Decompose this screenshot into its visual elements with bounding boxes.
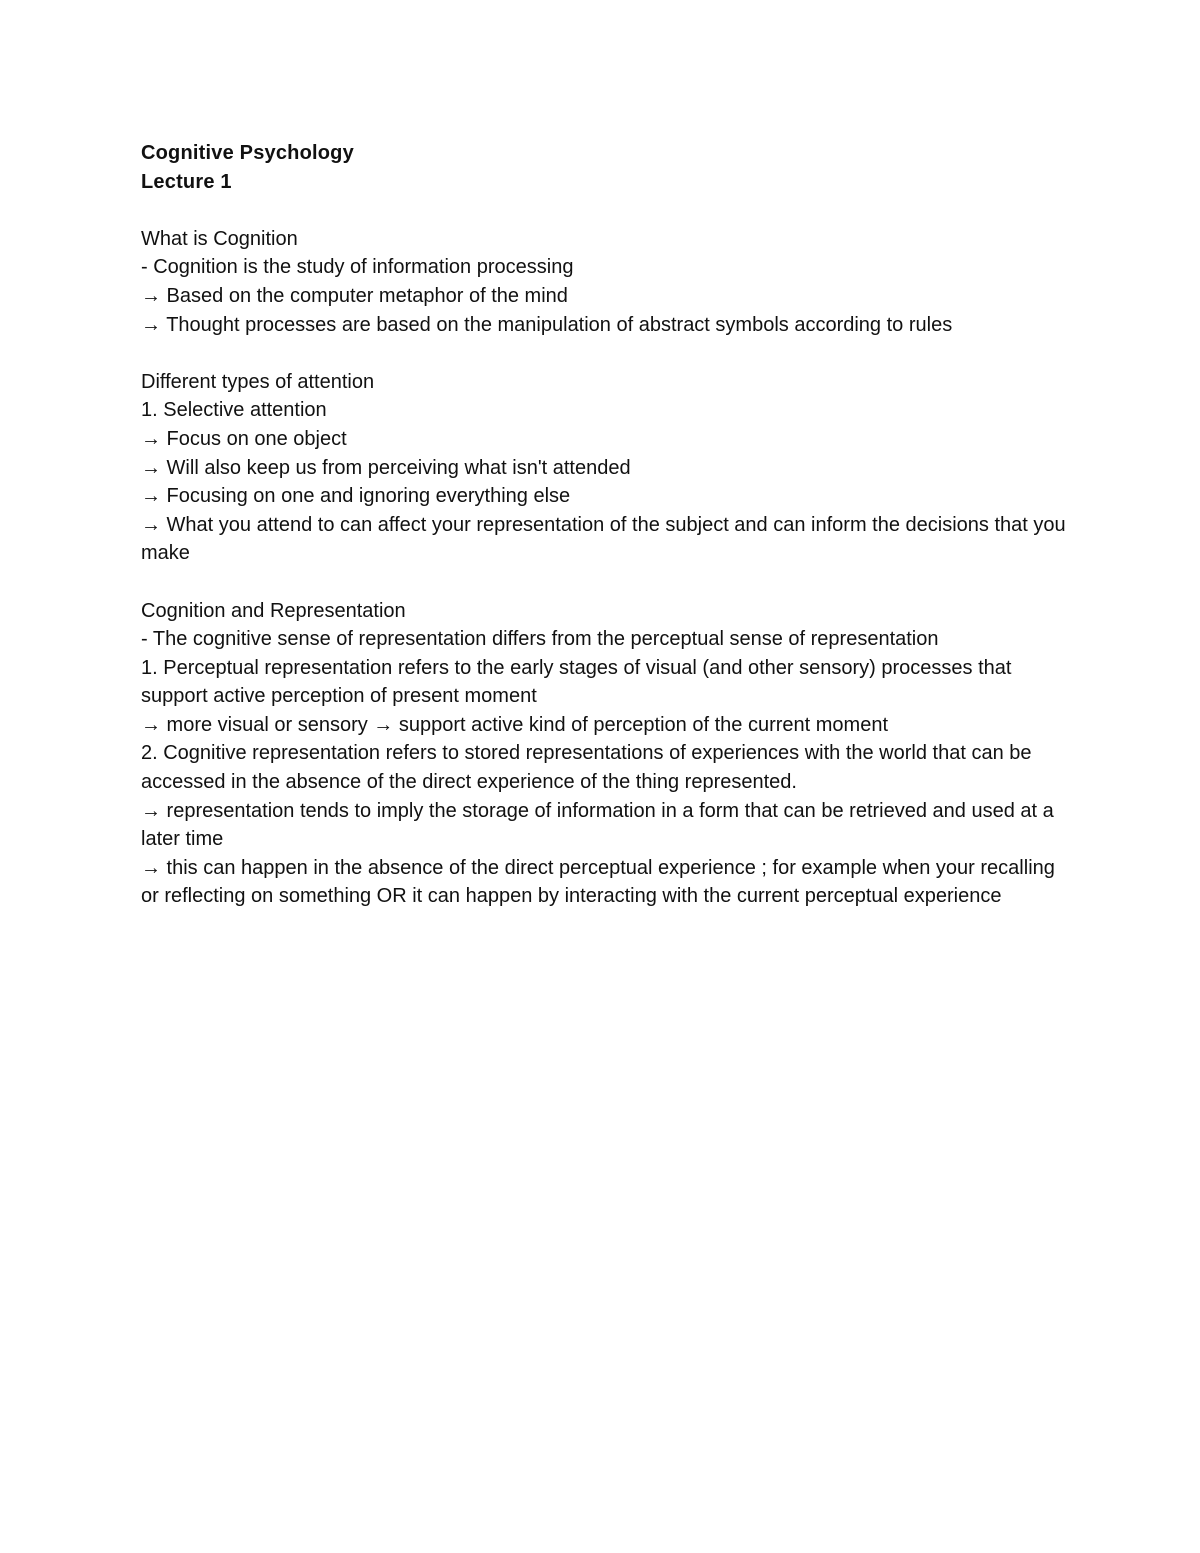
- section-line: → this can happen in the absence of the direct perceptual experience ; for example when your recalling or reflecting on something OR it can happen by interacting with the current perceptual experience: [141, 856, 1055, 908]
- section-line: → Focus on one object: [141, 427, 347, 450]
- title-block: [141, 139, 1071, 196]
- section-line: → representation tends to imply the storage of information in a form that can be retrieved and used at a later time: [141, 799, 1054, 851]
- section-line: 1. Perceptual representation refers to the early stages of visual (and other sensory) processes that support active perception of present moment: [141, 656, 1012, 708]
- document-subtitle: Lecture 1: [141, 170, 232, 193]
- section-line: - Cognition is the study of information processing: [141, 256, 574, 279]
- spacer: [141, 196, 1071, 225]
- section-types-of-attention: [141, 368, 1071, 568]
- section-cognition-and-representation: [141, 597, 1071, 912]
- section-heading: Cognition and Representation: [141, 599, 406, 622]
- section-heading: Different types of attention: [141, 370, 375, 393]
- section-line: → more visual or sensory → support active kind of perception of the current moment: [141, 713, 889, 736]
- section-line: → Focusing on one and ignoring everything else: [141, 485, 571, 508]
- section-line: 2. Cognitive representation refers to stored representations of experiences with the world that can be accessed in the absence of the direct experience of the thing represented.: [141, 742, 1032, 794]
- document-title: Cognitive Psychology: [141, 142, 354, 164]
- section-line: 1. Selective attention: [141, 399, 327, 422]
- section-line: → Will also keep us from perceiving what isn't attended: [141, 456, 631, 479]
- section-heading: What is Cognition: [141, 227, 298, 250]
- section-what-is-cognition: [141, 225, 1071, 339]
- section-line: - The cognitive sense of representation differs from the perceptual sense of representation: [141, 628, 939, 651]
- spacer: [141, 339, 1071, 368]
- section-line: → Based on the computer metaphor of the mind: [141, 284, 568, 307]
- section-line: → Thought processes are based on the manipulation of abstract symbols according to rules: [141, 313, 953, 336]
- section-line: → What you attend to can affect your representation of the subject and can inform the decisions that you make: [141, 513, 1066, 565]
- document-page: [141, 139, 1071, 911]
- spacer: [141, 568, 1071, 597]
